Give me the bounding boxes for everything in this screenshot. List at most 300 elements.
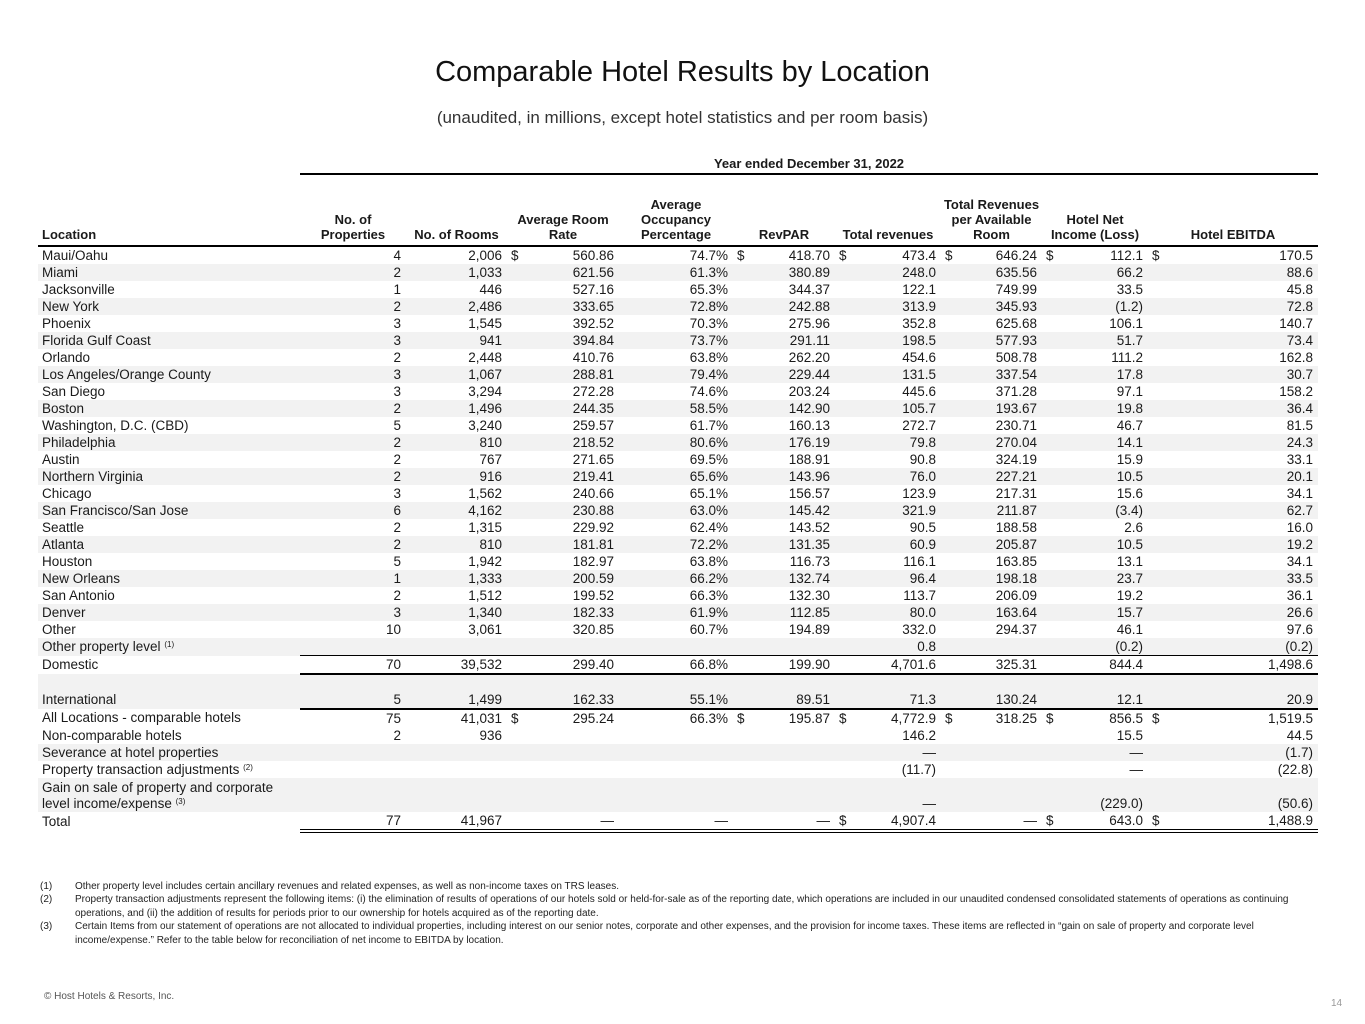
cell-value: 80.6% (689, 434, 728, 450)
cell-value: 140.7 (1279, 315, 1313, 331)
cell-value: 55.1% (689, 691, 728, 707)
cell-value: 318.25 (995, 710, 1037, 726)
location-label: Jacksonville (42, 281, 115, 297)
cell-value: 33.5 (1116, 281, 1143, 297)
rooms-cell (406, 761, 507, 778)
properties-cell (300, 246, 406, 264)
net-income-cell (1042, 638, 1148, 656)
table-row (38, 744, 1318, 761)
properties-cell (300, 621, 406, 638)
currency-symbol: $ (1152, 812, 1160, 828)
total-revenues-cell (835, 691, 941, 709)
table-row (38, 434, 1318, 451)
cell-value: 200.59 (572, 570, 614, 586)
revpar-cell (733, 451, 835, 468)
cell-value: 80.0 (909, 604, 936, 620)
cell-value: 230.88 (572, 502, 614, 518)
cell-value: 371.28 (995, 383, 1037, 399)
cell-value: 1,315 (468, 519, 502, 535)
footnote-reference: (2) (243, 762, 253, 772)
cell-value: 218.52 (572, 434, 614, 450)
cell-value: 146.2 (902, 727, 936, 743)
net-income-cell (1042, 502, 1148, 519)
cell-value: 473.4 (902, 247, 936, 263)
occupancy-cell (619, 332, 733, 349)
currency-symbol: $ (839, 812, 847, 828)
ebitda-cell (1148, 570, 1318, 587)
cell-value: 333.65 (572, 298, 614, 314)
ebitda-cell (1148, 519, 1318, 536)
cell-value: 132.74 (788, 570, 830, 586)
cell-value: 15.5 (1116, 727, 1143, 743)
cell-value: 1,033 (468, 264, 502, 280)
header-properties: No. of Properties (300, 178, 406, 246)
ebitda-cell (1148, 604, 1318, 621)
location-label: Denver (42, 604, 86, 620)
trevpar-cell (941, 727, 1042, 744)
table-row (38, 400, 1318, 417)
cell-value: 71.3 (909, 691, 936, 707)
cell-value: 30.7 (1286, 366, 1313, 382)
cell-value: — (714, 812, 728, 828)
cell-value: (229.0) (1100, 796, 1143, 811)
location-label: Los Angeles/Orange County (42, 366, 211, 382)
occupancy-cell (619, 553, 733, 570)
revpar-cell (733, 519, 835, 536)
revpar-cell (733, 246, 835, 264)
cell-value: 63.0% (689, 502, 728, 518)
room-rate-cell (507, 281, 619, 298)
trevpar-cell (941, 434, 1042, 451)
ebitda-cell (1148, 332, 1318, 349)
table-row (38, 315, 1318, 332)
cell-value: 240.66 (572, 485, 614, 501)
properties-cell (300, 727, 406, 744)
header-occupancy: Average Occupancy Percentage (619, 178, 733, 246)
location-cell (38, 451, 300, 468)
location-label: Non-comparable hotels (42, 727, 182, 743)
room-rate-cell (507, 761, 619, 778)
properties-cell (300, 502, 406, 519)
occupancy-cell (619, 744, 733, 761)
table-row (38, 298, 1318, 315)
net-income-cell (1042, 744, 1148, 761)
ebitda-cell (1148, 485, 1318, 502)
cell-value: 2 (393, 468, 401, 484)
location-cell (38, 502, 300, 519)
revpar-cell (733, 315, 835, 332)
cell-value: 79.4% (689, 366, 728, 382)
room-rate-cell (507, 570, 619, 587)
cell-value: 394.84 (572, 332, 614, 348)
currency-symbol: $ (1152, 247, 1160, 263)
cell-value: — (1023, 812, 1037, 828)
trevpar-cell (941, 502, 1042, 519)
occupancy-cell (619, 468, 733, 485)
header-rooms: No. of Rooms (406, 178, 507, 246)
occupancy-cell (619, 349, 733, 366)
cell-value: 89.51 (796, 691, 830, 707)
properties-cell (300, 778, 406, 812)
cell-value: 111.2 (1111, 349, 1143, 365)
trevpar-cell (941, 383, 1042, 400)
location-cell (38, 570, 300, 587)
rooms-cell (406, 298, 507, 315)
footnote-reference: (1) (164, 639, 175, 649)
net-income-cell (1042, 281, 1148, 298)
location-label: Seattle (42, 519, 85, 535)
cell-value: 936 (479, 727, 502, 743)
cell-value: 41,031 (460, 710, 502, 726)
cell-value: 142.90 (788, 400, 830, 416)
revpar-cell (733, 761, 835, 778)
total-revenues-cell (835, 587, 941, 604)
location-label: Atlanta (42, 536, 85, 552)
rooms-cell (406, 709, 507, 727)
room-rate-cell (507, 727, 619, 744)
cell-value: 116.73 (789, 553, 830, 569)
cell-value: 51.7 (1116, 332, 1143, 348)
location-cell (38, 468, 300, 485)
cell-value: 320.85 (572, 621, 614, 637)
total-revenues-cell (835, 519, 941, 536)
cell-value: 410.76 (572, 349, 614, 365)
cell-value: 60.9 (909, 536, 936, 552)
rooms-cell (406, 451, 507, 468)
rooms-cell (406, 638, 507, 656)
footnote-marker: (1) (40, 881, 53, 892)
cell-value: 2 (393, 264, 401, 280)
trevpar-cell (941, 417, 1042, 434)
net-income-cell (1042, 761, 1148, 778)
cell-value: 219.41 (572, 468, 614, 484)
total-revenues-cell (835, 366, 941, 383)
rooms-cell (406, 383, 507, 400)
net-income-cell (1042, 519, 1148, 536)
cell-value: 188.58 (995, 519, 1037, 535)
footnote-marker: (2) (40, 894, 53, 906)
cell-value: 844.4 (1109, 656, 1143, 672)
table-row (38, 417, 1318, 434)
cell-value: 198.18 (995, 570, 1037, 586)
cell-value: 182.33 (572, 604, 614, 620)
net-income-cell (1042, 587, 1148, 604)
properties-cell (300, 570, 406, 587)
rooms-cell (406, 417, 507, 434)
revpar-cell (733, 468, 835, 485)
net-income-cell (1042, 727, 1148, 744)
cell-value: 916 (479, 468, 502, 484)
ebitda-cell (1148, 812, 1318, 831)
header-ebitda: Hotel EBITDA (1148, 178, 1318, 246)
room-rate-cell (507, 315, 619, 332)
properties-cell (300, 366, 406, 383)
properties-cell (300, 519, 406, 536)
cell-value: 1 (393, 281, 401, 297)
location-label: Domestic (42, 656, 99, 672)
properties-cell (300, 638, 406, 656)
cell-value: 1,545 (468, 315, 502, 331)
ebitda-cell (1148, 417, 1318, 434)
properties-cell (300, 691, 406, 709)
footnote-reference: (3) (175, 797, 186, 806)
cell-value: 352.8 (902, 315, 936, 331)
rooms-cell (406, 536, 507, 553)
cell-value: 325.31 (995, 656, 1037, 672)
cell-value: 217.31 (995, 485, 1037, 501)
cell-value: 17.8 (1116, 366, 1143, 382)
header-total-revenues: Total revenues (835, 178, 941, 246)
cell-value: 560.86 (572, 247, 614, 263)
cell-value: 106.1 (1109, 315, 1143, 331)
location-label: Property transaction adjustments (42, 761, 240, 777)
revpar-cell (733, 691, 835, 709)
ebitda-cell (1148, 587, 1318, 604)
cell-value: 163.64 (995, 604, 1037, 620)
cell-value: 3,294 (468, 383, 502, 399)
cell-value: 1,942 (468, 553, 502, 569)
room-rate-cell (507, 778, 619, 812)
revpar-cell (733, 553, 835, 570)
cell-value: 3 (393, 604, 401, 620)
cell-value: 3,240 (468, 417, 502, 433)
spacer-row (38, 674, 1318, 691)
occupancy-cell (619, 417, 733, 434)
total-row (38, 812, 1318, 831)
cell-value: 262.20 (788, 349, 830, 365)
cell-value: 244.35 (572, 400, 614, 416)
cell-value: 205.87 (995, 536, 1037, 552)
cell-value: 46.1 (1116, 621, 1143, 637)
cell-value: 2,006 (468, 247, 502, 263)
cell-value: 90.5 (909, 519, 936, 535)
table-row (38, 727, 1318, 744)
ebitda-cell (1148, 281, 1318, 298)
cell-value: 454.6 (902, 349, 936, 365)
cell-value: 299.40 (572, 656, 614, 672)
cell-value: 2 (393, 434, 401, 450)
room-rate-cell (507, 604, 619, 621)
total-revenues-cell (835, 744, 941, 761)
cell-value: 61.3% (689, 264, 728, 280)
cell-value: 643.0 (1109, 812, 1143, 828)
cell-value: 2.6 (1124, 519, 1143, 535)
revpar-cell (733, 366, 835, 383)
rooms-cell (406, 349, 507, 366)
cell-value: 112.85 (789, 604, 830, 620)
cell-value: 625.68 (995, 315, 1037, 331)
cell-value: 72.2% (689, 536, 728, 552)
location-cell (38, 349, 300, 366)
location-cell (38, 709, 300, 727)
properties-cell (300, 417, 406, 434)
cell-value: 194.89 (788, 621, 830, 637)
cell-value: 15.6 (1116, 485, 1143, 501)
cell-value: 4,772.9 (890, 710, 936, 726)
revpar-cell (733, 281, 835, 298)
cell-value: 621.56 (572, 264, 614, 280)
ebitda-cell (1148, 761, 1318, 778)
room-rate-cell (507, 246, 619, 264)
location-label: Miami (42, 264, 78, 280)
total-revenues-cell (835, 434, 941, 451)
cell-value: 112.1 (1110, 247, 1143, 263)
cell-value: 380.89 (788, 264, 830, 280)
cell-value: 19.2 (1116, 587, 1143, 603)
occupancy-cell (619, 502, 733, 519)
hotel-results-table (38, 178, 1318, 833)
net-income-cell (1042, 417, 1148, 434)
room-rate-cell (507, 536, 619, 553)
trevpar-cell (941, 691, 1042, 709)
trevpar-cell (941, 656, 1042, 675)
trevpar-cell (941, 744, 1042, 761)
ebitda-cell (1148, 709, 1318, 727)
properties-cell (300, 656, 406, 675)
ebitda-cell (1148, 638, 1318, 656)
cell-value: 291.11 (789, 332, 830, 348)
spacer-cell (619, 674, 733, 691)
cell-value: 181.81 (572, 536, 614, 552)
cell-value: 15.9 (1116, 451, 1143, 467)
cell-value: — (1129, 744, 1143, 760)
rooms-cell (406, 264, 507, 281)
cell-value: 229.92 (572, 519, 614, 535)
net-income-cell (1042, 434, 1148, 451)
net-income-cell (1042, 485, 1148, 502)
revpar-cell (733, 709, 835, 727)
net-income-cell (1042, 366, 1148, 383)
location-label: Orlando (42, 349, 91, 365)
location-cell (38, 264, 300, 281)
location-cell (38, 656, 300, 675)
total-revenues-cell (835, 812, 941, 831)
occupancy-cell (619, 451, 733, 468)
location-label: Total (42, 813, 71, 829)
cell-value: 288.81 (572, 366, 614, 382)
table-row (38, 468, 1318, 485)
page-title: Comparable Hotel Results by Location (435, 56, 930, 88)
currency-symbol: $ (511, 247, 519, 263)
total-revenues-cell (835, 727, 941, 744)
cell-value: 163.85 (995, 553, 1037, 569)
cell-value: 24.3 (1286, 434, 1313, 450)
trevpar-cell (941, 366, 1042, 383)
ebitda-cell (1148, 468, 1318, 485)
trevpar-cell (941, 468, 1042, 485)
occupancy-cell (619, 485, 733, 502)
net-income-cell (1042, 604, 1148, 621)
cell-value: 4,701.6 (890, 656, 936, 672)
cell-value: 170.5 (1279, 247, 1313, 263)
cell-value: 188.91 (788, 451, 830, 467)
location-cell (38, 638, 300, 656)
trevpar-cell (941, 638, 1042, 656)
cell-value: 26.6 (1286, 604, 1313, 620)
spacer-cell (507, 674, 619, 691)
revpar-cell (733, 298, 835, 315)
rooms-cell (406, 587, 507, 604)
rooms-cell (406, 812, 507, 831)
cell-value: 10 (385, 621, 401, 637)
cell-value: 2,448 (468, 349, 502, 365)
cell-value: 577.93 (995, 332, 1037, 348)
footnotes (40, 880, 1322, 947)
cell-value: 61.7% (689, 417, 728, 433)
total-revenues-cell (835, 298, 941, 315)
cell-value: 19.8 (1116, 400, 1143, 416)
total-revenues-cell (835, 417, 941, 434)
cell-value: 90.8 (909, 451, 936, 467)
properties-cell (300, 604, 406, 621)
spacer-cell (300, 674, 406, 691)
occupancy-cell (619, 570, 733, 587)
cell-value: 182.97 (572, 553, 614, 569)
total-revenues-cell (835, 315, 941, 332)
cell-value: 70.3% (689, 315, 728, 331)
location-label: Other (42, 621, 76, 637)
location-label: All Locations - comparable hotels (42, 710, 241, 725)
room-rate-cell (507, 812, 619, 831)
cell-value: 2 (393, 349, 401, 365)
cell-value: 941 (479, 332, 502, 348)
cell-value: 230.71 (995, 417, 1037, 433)
footnote-text: Other property level includes certain ancillary revenues and related expenses, as well as non-income taxes on TRS leases. (75, 881, 619, 892)
location-cell (38, 621, 300, 638)
trevpar-cell (941, 315, 1042, 332)
rooms-cell (406, 315, 507, 332)
properties-cell (300, 349, 406, 366)
cell-value: (0.2) (1285, 638, 1313, 654)
cell-value: 810 (479, 434, 502, 450)
trevpar-cell (941, 778, 1042, 812)
occupancy-cell (619, 536, 733, 553)
room-rate-cell (507, 366, 619, 383)
cell-value: 337.54 (995, 366, 1037, 382)
trevpar-cell (941, 621, 1042, 638)
cell-value: 65.6% (689, 468, 728, 484)
table-row (38, 536, 1318, 553)
cell-value: 1,488.9 (1267, 812, 1313, 828)
location-label: Philadelphia (42, 434, 116, 450)
total-revenues-cell (835, 761, 941, 778)
total-revenues-cell (835, 778, 941, 812)
location-cell (38, 400, 300, 417)
cell-value: 75 (385, 710, 401, 726)
spacer-cell (733, 674, 835, 691)
room-rate-cell (507, 417, 619, 434)
occupancy-cell (619, 298, 733, 315)
total-revenues-cell (835, 349, 941, 366)
room-rate-cell (507, 502, 619, 519)
cell-value: 13.1 (1116, 553, 1143, 569)
revpar-cell (733, 656, 835, 675)
rooms-cell (406, 727, 507, 744)
cell-value: 2,486 (468, 298, 502, 314)
location-cell (38, 434, 300, 451)
rooms-cell (406, 332, 507, 349)
cell-value: 1,496 (468, 400, 502, 416)
table-row (38, 761, 1318, 778)
cell-value: 1,340 (468, 604, 502, 620)
cell-value: 65.3% (689, 281, 728, 297)
cell-value: 272.7 (902, 417, 936, 433)
cell-value: 131.35 (788, 536, 830, 552)
table-row (38, 485, 1318, 502)
header-row (38, 178, 1318, 246)
table-row (38, 246, 1318, 264)
location-cell (38, 298, 300, 315)
